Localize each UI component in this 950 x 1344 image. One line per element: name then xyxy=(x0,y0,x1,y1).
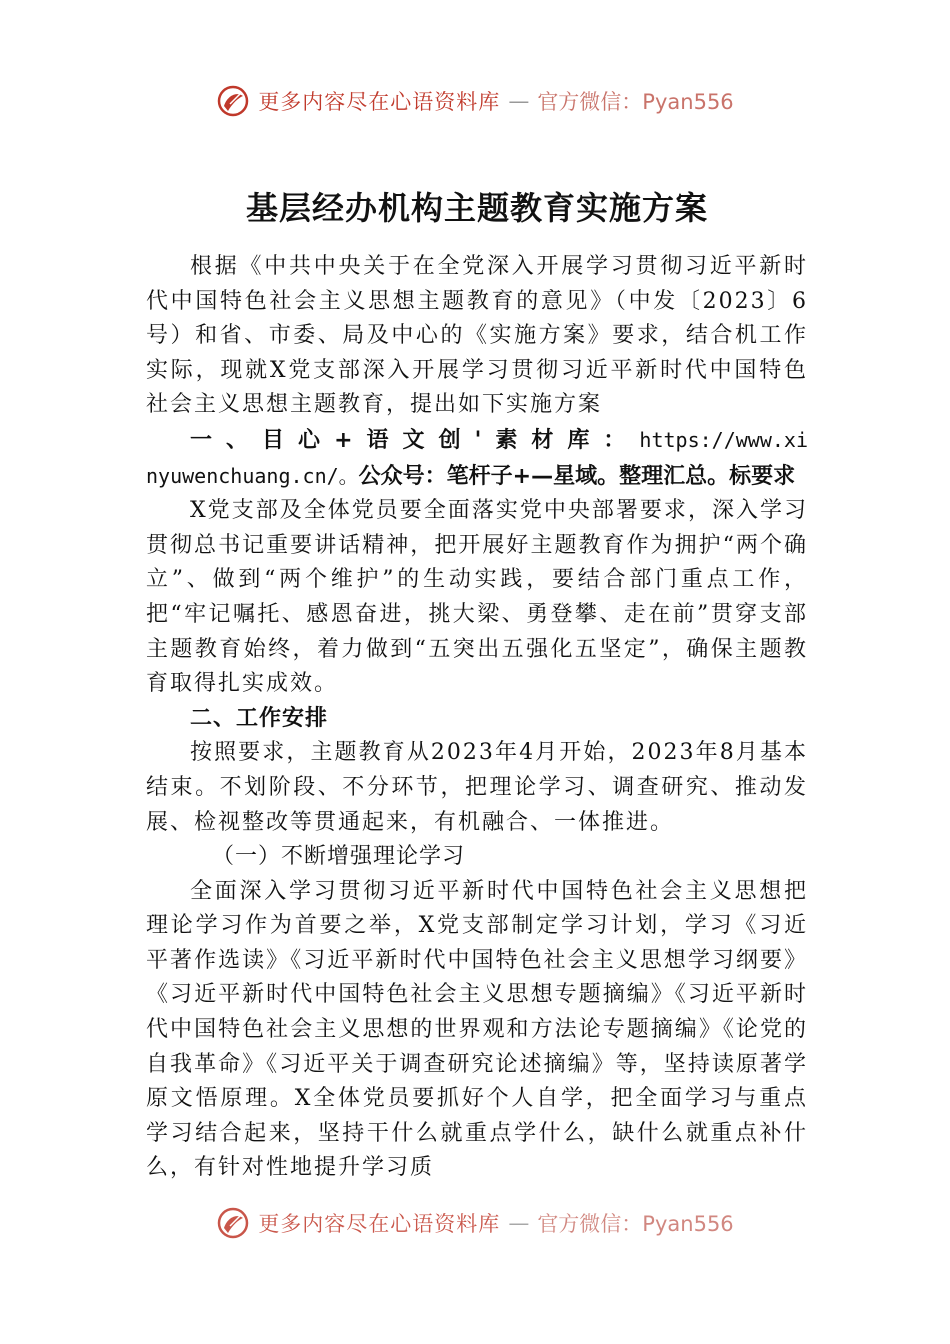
banner-wechat: 官方微信：Pyan556 xyxy=(537,1212,734,1236)
logo-icon xyxy=(216,84,250,118)
document-body xyxy=(146,180,808,1186)
section1-heading xyxy=(146,423,808,494)
watermark-banner-bottom xyxy=(0,1206,950,1240)
banner-text: 更多内容尽在心语资料库 xyxy=(258,1212,501,1236)
banner-separator: — xyxy=(508,1211,530,1235)
document-title: 基层经办机构主题教育实施方案 xyxy=(245,189,708,227)
watermark-banner-top xyxy=(0,84,950,118)
banner-text: 更多内容尽在心语资料库 xyxy=(258,90,501,114)
source-url: https://www.xinyuwenchuang.cn/。 xyxy=(146,427,808,488)
section1-heading-label: 一、目心+语文创'素材库： xyxy=(190,427,640,453)
section1-heading-rest: 公众号：笔杆子+—星域。整理汇总。标要求 xyxy=(358,463,796,489)
logo-icon xyxy=(216,1206,250,1240)
banner-separator: — xyxy=(508,89,530,113)
subsection1-heading: （一）不断增强理论学习 xyxy=(212,844,466,870)
banner-wechat: 官方微信：Pyan556 xyxy=(537,90,734,114)
section2-heading: 二、工作安排 xyxy=(190,705,329,731)
section2-paragraph: 按照要求，主题教育从2023年4月开始，2023年8月基本结束。不划阶段、不分环节，把理论学习、调查研究、推动发展、检视整改等贯通起来，有机融合、一体推进。 xyxy=(146,740,808,835)
subsection1-paragraph: 全面深入学习贯彻习近平新时代中国特色社会主义思想把理论学习作为首要之举，X党支部制定学习计划，学习《习近平著作选读》《习近平新时代中国特色社会主义思想学习纲要》《习近平新时代中国特色社会主义思想专题摘编》《习近平新时代中国特色社会主义思想的世界观和方法论专题摘编》《论党的自我革命》《习近平关于调查研究论述摘编》等，坚持读原著学原文悟原理。X全体党员要抓好个人自学，把全面学习与重点学习结合起来，坚持干什么就重点学什么，缺什么就重点补什么，有针对性地提升学习质 xyxy=(146,878,808,1181)
intro-paragraph: 根据《中共中央关于在全党深入开展学习贯彻习近平新时代中国特色社会主义思想主题教育的意见》（中发〔2023〕6号）和省、市委、局及中心的《实施方案》要求，结合机工作实际，现就X党支部深入开展学习贯彻习近平新时代中国特色社会主义思想主题教育，提出如下实施方案 xyxy=(146,254,808,418)
section1-paragraph: X党支部及全体党员要全面落实党中央部署要求，深入学习贯彻总书记重要讲话精神，把开展好主题教育作为拥护“两个确立”、做到“两个维护”的生动实践，要结合部门重点工作，把“牢记嘱托、感恩奋进，挑大梁、勇登攀、走在前”贯穿支部主题教育始终，着力做到“五突出五强化五坚定”，确保主题教育取得扎实成效。 xyxy=(146,498,808,697)
